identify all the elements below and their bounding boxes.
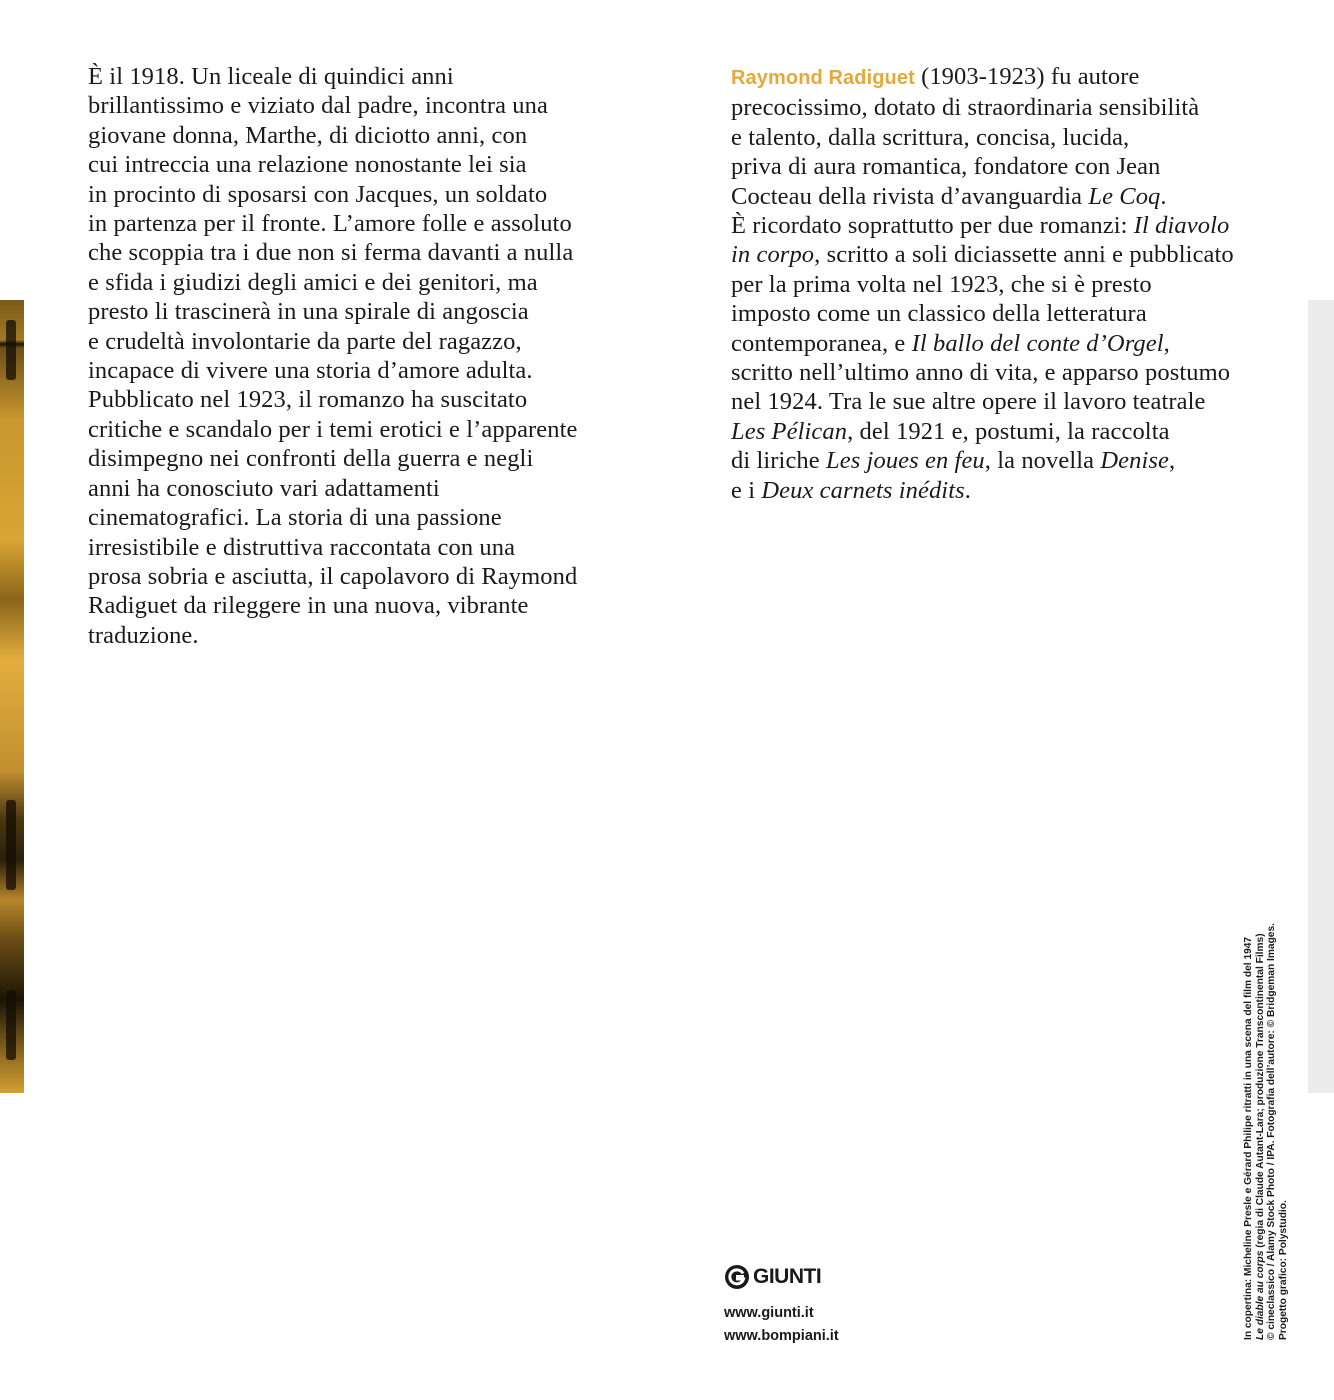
synopsis-line: prosa sobria e asciutta, il capolavoro di Raymond	[88, 562, 578, 590]
bio-text: ,	[1163, 329, 1170, 357]
bio-text: , scritto a soli diciassette anni e pubblicato	[814, 241, 1234, 269]
bio-line: precocissimo, dotato di straordinaria sensibilità	[731, 94, 1200, 122]
bio-text: contemporanea, e	[731, 329, 912, 357]
synopsis-line: cui intreccia una relazione nonostante lei sia	[88, 151, 527, 179]
bio-text: È ricordato soprattutto per due romanzi:	[731, 212, 1134, 240]
publisher-url-link[interactable]: www.bompiani.it	[724, 1328, 839, 1344]
cover-credits	[1243, 923, 1289, 1340]
credit-line: © cineclassico / Alamy Stock Photo / IPA. Fotografia dell’autore: © Bridgeman Images.	[1266, 923, 1277, 1340]
bio-line: per la prima volta nel 1923, che si è presto	[731, 270, 1152, 298]
publisher-logo-text: GIUNTI	[753, 1265, 822, 1288]
credit-line	[1254, 933, 1267, 1340]
bio-line: e talento, dalla scrittura, concisa, lucida,	[731, 123, 1130, 151]
work-title: Les joues en feu	[826, 447, 985, 475]
giunti-g-icon	[724, 1264, 750, 1290]
bio-line: priva di aura romantica, fondatore con Jean	[731, 153, 1161, 181]
bio-line	[731, 329, 1261, 358]
synopsis-line: presto li trascinerà in una spirale di angoscia	[88, 298, 529, 326]
bio-text: .	[964, 476, 971, 504]
publisher-logo	[724, 1262, 839, 1292]
synopsis-line: disimpegno nei confronti della guerra e negli	[88, 445, 534, 473]
synopsis-line: e sfida i giudizi degli amici e dei genitori, ma	[88, 268, 538, 296]
synopsis-text	[88, 62, 618, 650]
credit-line: Progetto grafico: Polystudio.	[1277, 1200, 1289, 1340]
synopsis-line: anni ha conosciuto vari adattamenti	[88, 474, 440, 502]
bio-text: , la novella	[984, 447, 1101, 475]
bio-line	[731, 417, 1261, 446]
synopsis-line: traduzione.	[88, 621, 199, 649]
synopsis-line: in partenza per il fronte. L’amore folle e assoluto	[88, 210, 572, 238]
work-title: in corpo	[731, 241, 815, 269]
bio-line	[731, 211, 1261, 240]
bio-line	[731, 476, 1261, 505]
synopsis-line: in procinto di sposarsi con Jacques, un soldato	[88, 180, 548, 208]
bio-line: scritto nell’ultimo anno di vita, e apparso postumo	[731, 359, 1231, 387]
synopsis-line: cinematografici. La storia di una passione	[88, 504, 502, 532]
bio-line: imposto come un classico della letteratura	[731, 300, 1147, 328]
credit-text: (regia di Claude Autant-Lara; produzione Transcontinental Films)	[1254, 933, 1266, 1251]
publisher-block	[724, 1262, 839, 1348]
bio-text: ,	[1169, 447, 1176, 475]
bio-line	[731, 240, 1261, 269]
bio-text: (1903-1923) fu autore	[914, 63, 1140, 90]
bio-line	[731, 62, 1261, 93]
photo-detail	[6, 320, 16, 380]
credit-line: In copertina: Micheline Presle e Gérard Philipe ritratti in una scena del film del 1947	[1243, 936, 1254, 1340]
bio-text: Cocteau della rivista d’avanguardia	[731, 182, 1089, 210]
synopsis-line: Pubblicato nel 1923, il romanzo ha suscitato	[88, 386, 528, 414]
bio-text: di liriche	[731, 447, 826, 475]
bio-line	[731, 182, 1261, 211]
cover-photo-edge	[0, 300, 24, 1093]
bio-line	[731, 446, 1261, 475]
synopsis-line: che scoppia tra i due non si ferma davanti a nulla	[88, 239, 574, 267]
publisher-url-link[interactable]: www.giunti.it	[724, 1305, 814, 1321]
synopsis-line: critiche e scandalo per i temi erotici e l’apparente	[88, 415, 578, 443]
bio-text: , del 1921 e, postumi, la raccolta	[847, 417, 1170, 445]
spine-edge	[1308, 300, 1334, 1093]
author-bio	[731, 62, 1261, 505]
bio-text: e i	[731, 476, 762, 504]
synopsis-line: giovane donna, Marthe, di diciotto anni, con	[88, 121, 528, 149]
synopsis-line: irresistibile e distruttiva raccontata con una	[88, 533, 516, 561]
work-title: Les Pélican	[731, 417, 848, 445]
author-name: Raymond Radiguet	[731, 67, 915, 89]
photo-detail	[6, 800, 16, 890]
synopsis-line: brillantissimo e viziato dal padre, incontra una	[88, 92, 548, 120]
film-title: Le diable au corps	[1254, 1250, 1266, 1340]
work-title: Le Coq	[1088, 182, 1161, 210]
work-title: Denise	[1100, 447, 1170, 475]
synopsis-line: È il 1918. Un liceale di quindici anni	[88, 63, 454, 90]
bio-text: .	[1160, 182, 1167, 210]
work-title: Il ballo del conte d’Orgel	[911, 329, 1164, 357]
work-title: Deux carnets inédits	[761, 476, 965, 504]
synopsis-line: e crudeltà involontarie da parte del ragazzo,	[88, 327, 522, 355]
work-title: Il diavolo	[1133, 212, 1230, 240]
synopsis-line: incapace di vivere una storia d’amore adulta.	[88, 357, 533, 385]
bio-line: nel 1924. Tra le sue altre opere il lavoro teatrale	[731, 388, 1206, 416]
photo-detail	[6, 990, 16, 1060]
synopsis-line: Radiguet da rileggere in una nuova, vibrante	[88, 592, 529, 620]
